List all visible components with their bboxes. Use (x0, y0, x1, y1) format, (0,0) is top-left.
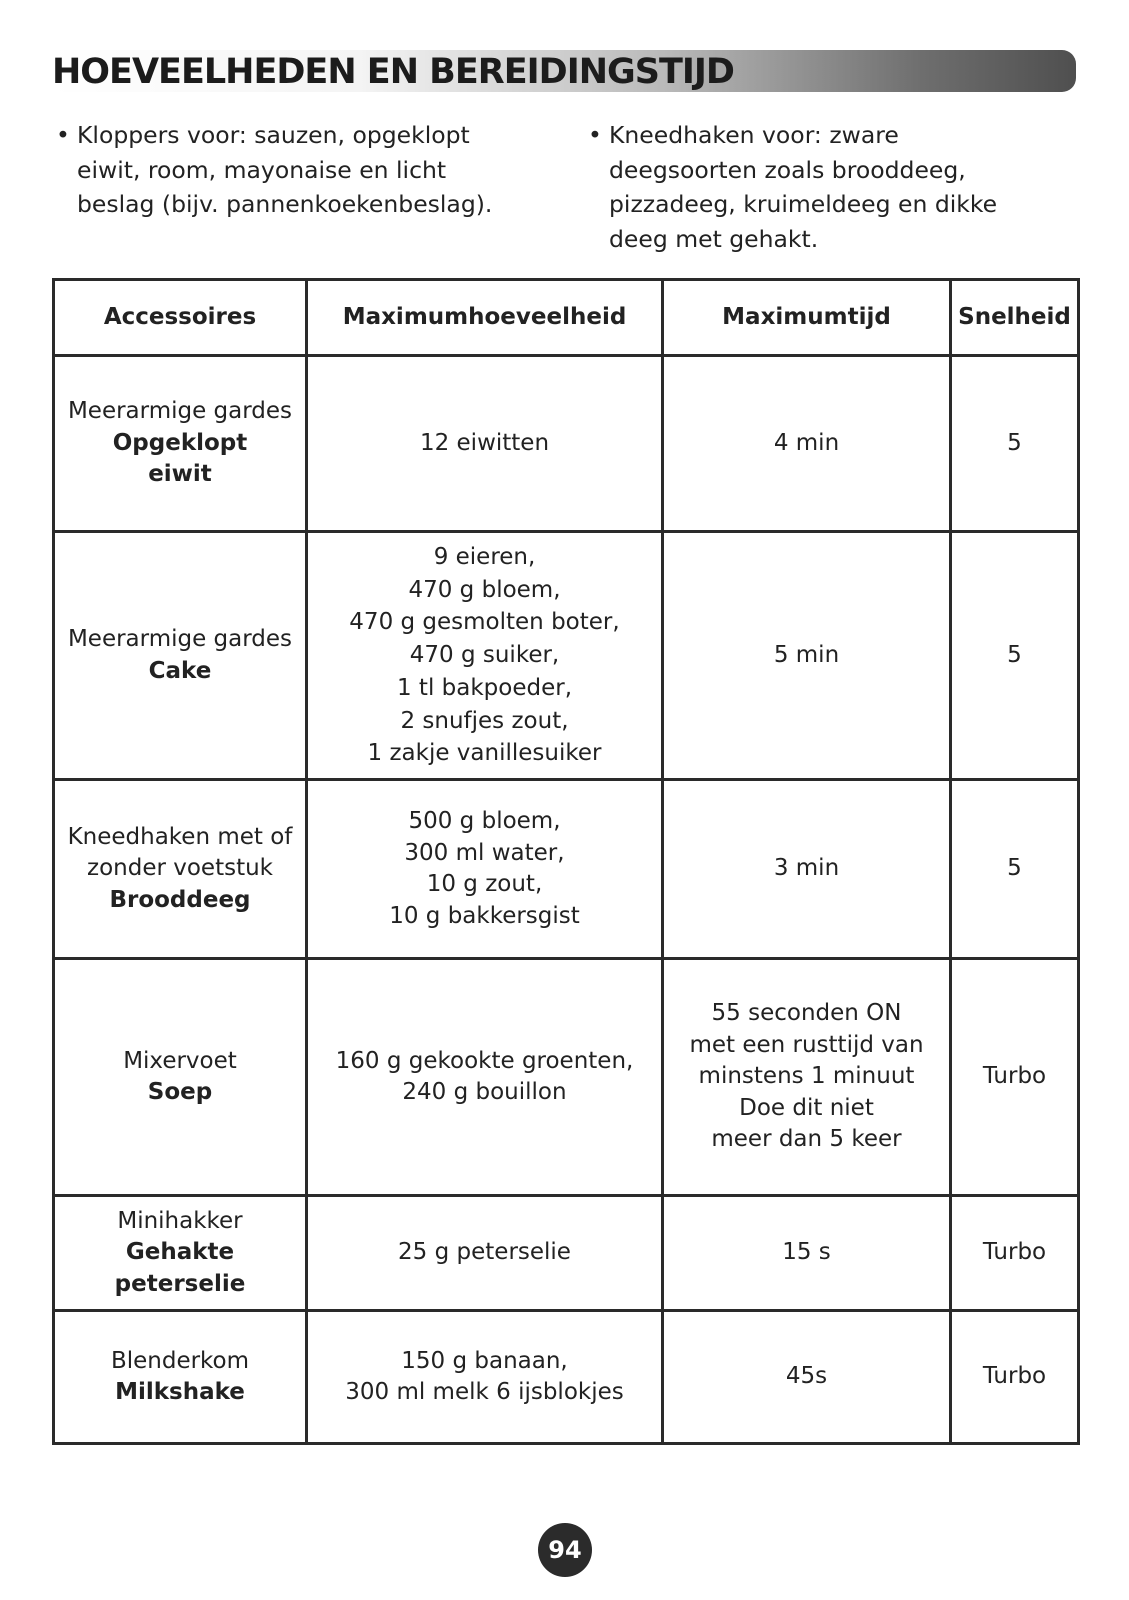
cell-accessory: Kneedhaken met of zonder voetstuk Brooddeeg (54, 780, 307, 959)
header-speed: Snelheid (951, 280, 1079, 356)
table-row (54, 1196, 1079, 1311)
cell-speed: 5 (951, 532, 1079, 780)
cell-speed: Turbo (951, 1196, 1079, 1311)
cell-amount: 12 eiwitten (307, 356, 663, 532)
cell-speed: 5 (951, 780, 1079, 959)
cell-amount: 150 g banaan, 300 ml melk 6 ijsblokjes (307, 1311, 663, 1444)
cell-accessory: Mixervoet Soep (54, 959, 307, 1196)
bullet-line: pizzadeeg, kruimeldeeg en dikke (609, 190, 998, 218)
table-row (54, 780, 1079, 959)
bullet-marker: • (588, 121, 602, 149)
cell-speed: Turbo (951, 1311, 1079, 1444)
bullet-whisks (56, 118, 556, 222)
cell-accessory: Blenderkom Milkshake (54, 1311, 307, 1444)
bullet-kneading-hooks (588, 118, 1058, 256)
bullet-line: deegsoorten zoals brooddeeg, (609, 155, 966, 184)
cell-speed: 5 (951, 356, 1079, 532)
table-header-row (54, 280, 1079, 356)
table-row (54, 959, 1079, 1196)
cell-time: 55 seconden ON met een rusttijd van minstens 1 minuut Doe dit niet meer dan 5 keer (663, 959, 951, 1196)
bullet-marker: • (56, 121, 70, 149)
page-title: HOEVEELHEDEN EN BEREIDINGSTIJD (52, 52, 734, 92)
header-max-time: Maximumtijd (663, 280, 951, 356)
header-accessories: Accessoires (54, 280, 307, 356)
cell-amount: 160 g gekookte groenten, 240 g bouillon (307, 959, 663, 1196)
cell-speed: Turbo (951, 959, 1079, 1196)
cell-amount: 9 eieren, 470 g bloem, 470 g gesmolten boter, 470 g suiker, 1 tl bakpoeder, 2 snufjes zout, 1 zakje vanillesuiker (307, 532, 663, 780)
cell-accessory: Meerarmige gardes Cake (54, 532, 307, 780)
quantities-table (52, 278, 1080, 1445)
bullet-line: beslag (bijv. pannenkoekenbeslag). (77, 190, 493, 218)
cell-accessory: Minihakker Gehakte peterselie (54, 1196, 307, 1311)
cell-accessory: Meerarmige gardes Opgeklopt eiwit (54, 356, 307, 532)
cell-time: 15 s (663, 1196, 951, 1311)
table-row (54, 356, 1079, 532)
bullet-line: Kloppers voor: sauzen, opgeklopt (77, 121, 470, 149)
cell-time: 3 min (663, 780, 951, 959)
table-row (54, 532, 1079, 780)
cell-amount: 500 g bloem, 300 ml water, 10 g zout, 10 g bakkersgist (307, 780, 663, 959)
bullet-line: deeg met gehakt. (609, 224, 819, 253)
cell-time: 5 min (663, 532, 951, 780)
cell-time: 45s (663, 1311, 951, 1444)
bullet-line: Kneedhaken voor: zware (609, 121, 899, 149)
page-number-badge: 94 (538, 1523, 592, 1577)
cell-time: 4 min (663, 356, 951, 532)
bullet-line: eiwit, room, mayonaise en licht (77, 155, 447, 184)
header-max-amount: Maximumhoeveelheid (307, 280, 663, 356)
table-row (54, 1311, 1079, 1444)
cell-amount: 25 g peterselie (307, 1196, 663, 1311)
